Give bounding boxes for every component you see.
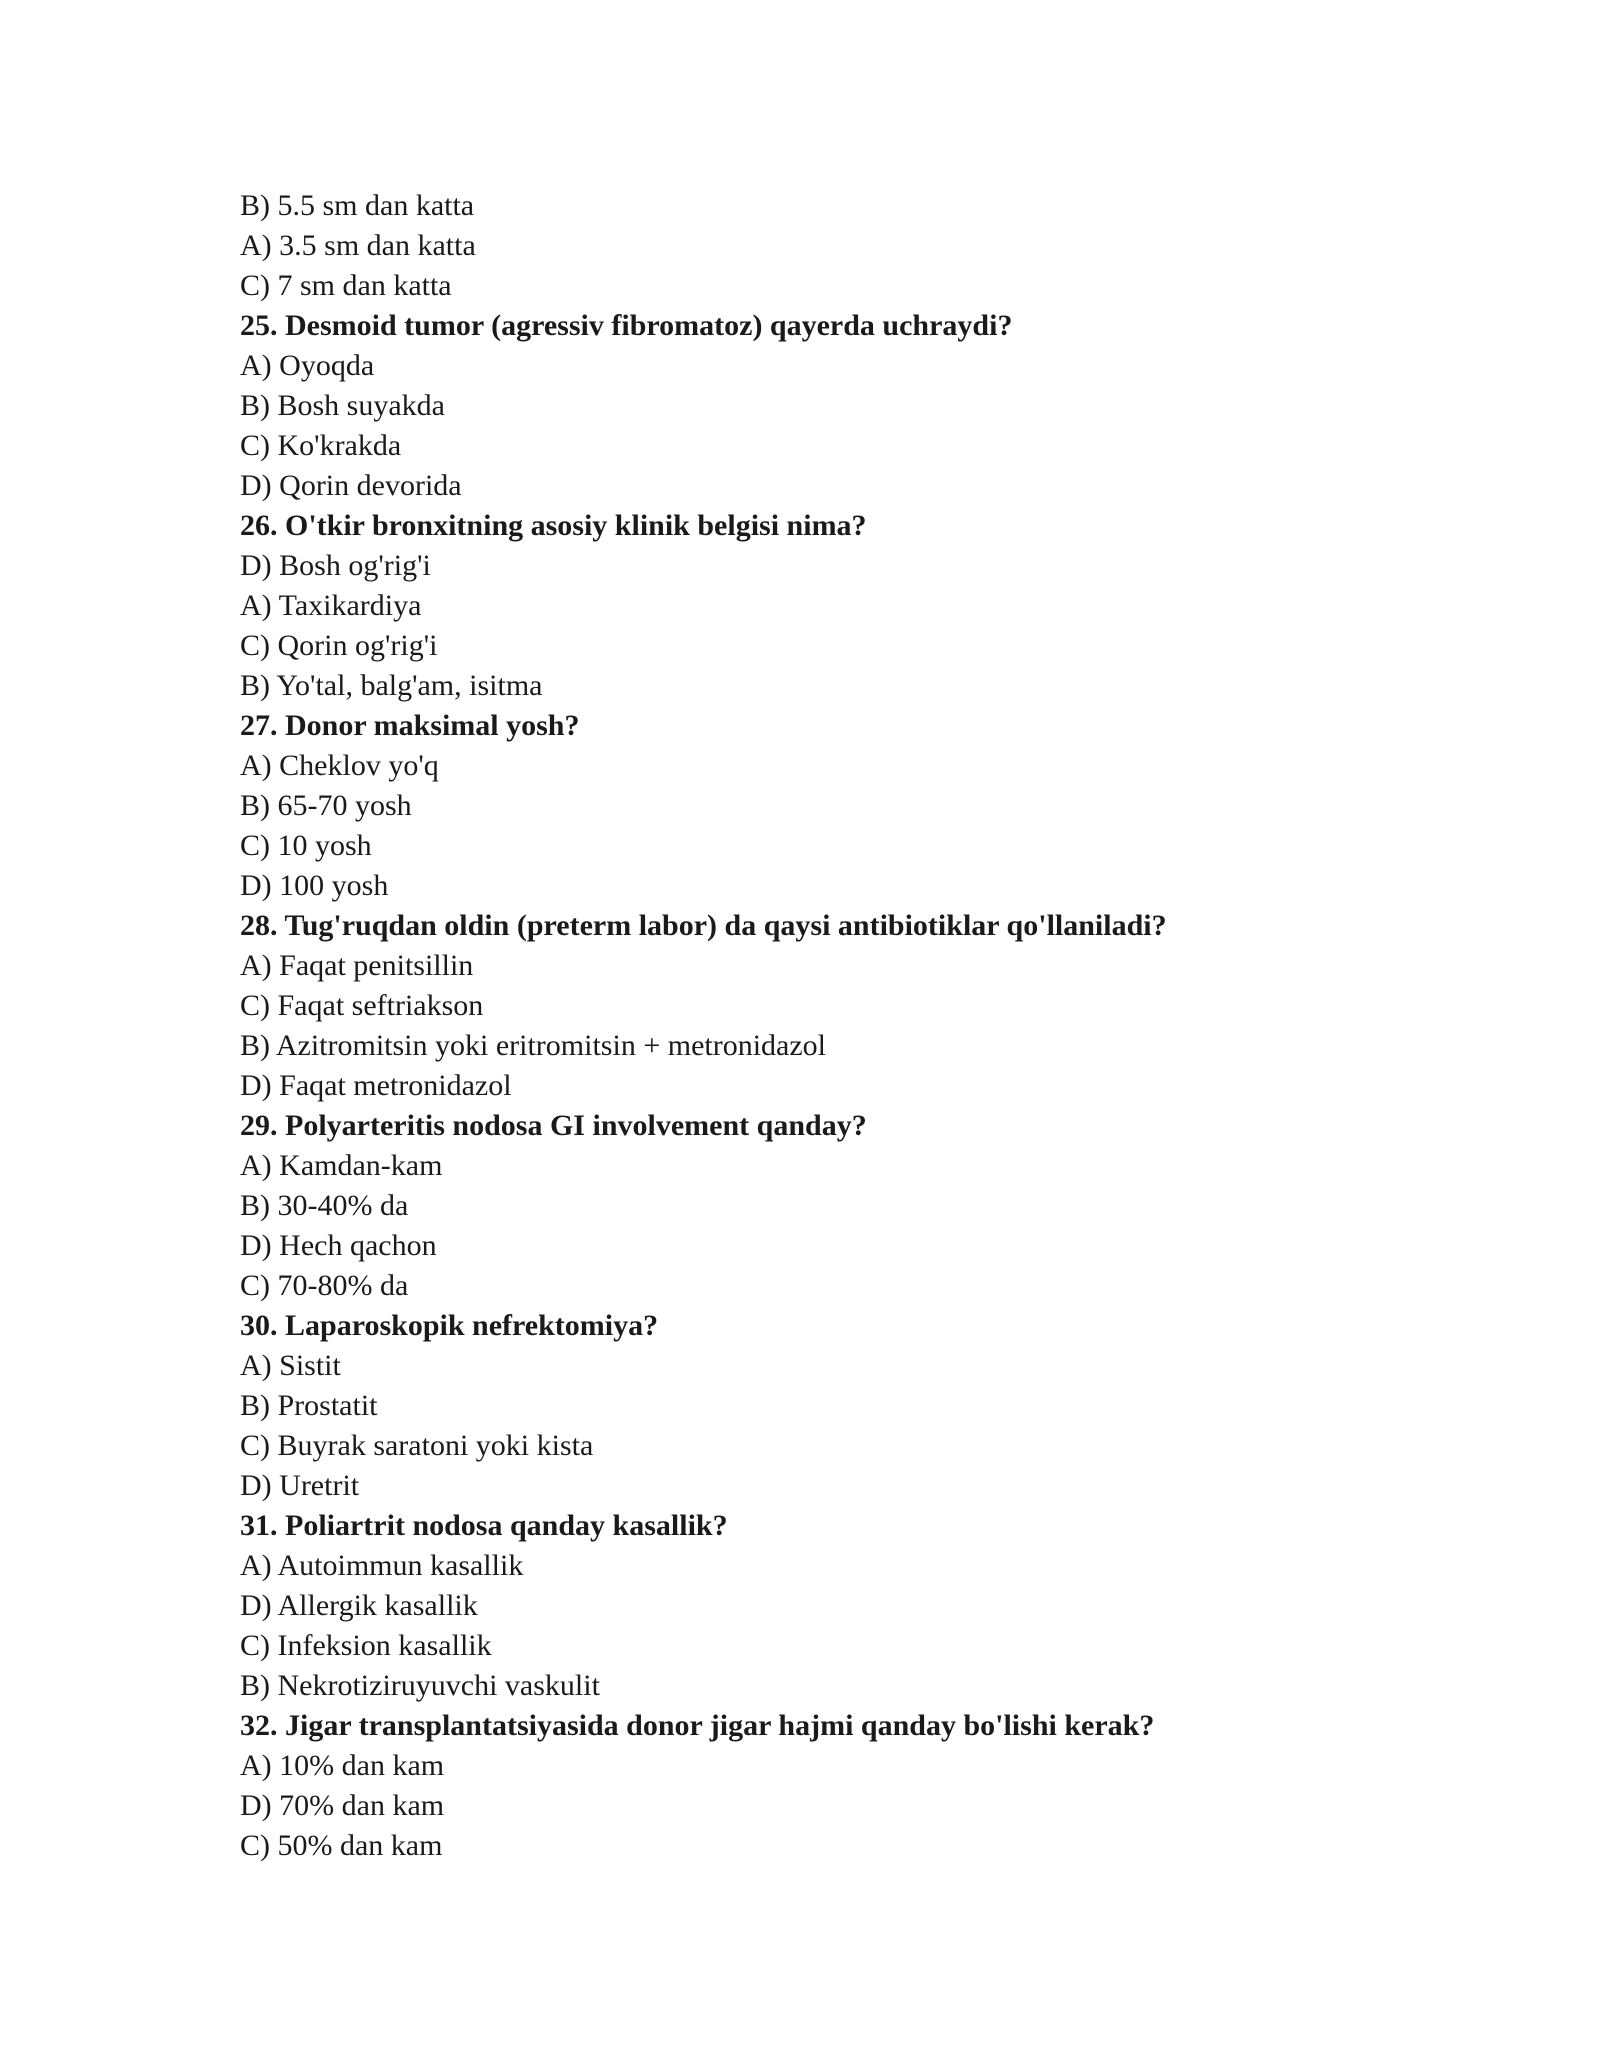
answer-option: A) Sistit	[240, 1349, 341, 1382]
answer-option: B) 65-70 yosh	[240, 789, 412, 822]
quiz-content	[240, 186, 1420, 1866]
answer-option: D) 70% dan kam	[240, 1789, 445, 1822]
answer-option: C) Ko'krakda	[240, 429, 402, 462]
answer-option: B) Prostatit	[240, 1389, 378, 1422]
answer-option: D) Allergik kasallik	[240, 1589, 478, 1622]
answer-option: B) 5.5 sm dan katta	[240, 189, 475, 222]
answer-option: A) Oyoqda	[240, 349, 375, 382]
answer-option: C) Infeksion kasallik	[240, 1629, 492, 1662]
question-heading: 30. Laparoskopik nefrektomiya?	[240, 1309, 659, 1342]
answer-option: D) Hech qachon	[240, 1229, 437, 1262]
answer-option: A) Taxikardiya	[240, 589, 422, 622]
answer-option: C) Buyrak saratoni yoki kista	[240, 1429, 594, 1462]
answer-option: A) 10% dan kam	[240, 1749, 445, 1782]
answer-option: B) Azitromitsin yoki eritromitsin + metronidazol	[240, 1029, 827, 1062]
answer-option: A) Cheklov yo'q	[240, 749, 439, 782]
answer-option: C) Qorin og'rig'i	[240, 629, 438, 662]
answer-option: B) Yo'tal, balg'am, isitma	[240, 669, 543, 702]
question-heading: 31. Poliartrit nodosa qanday kasallik?	[240, 1509, 728, 1542]
answer-option: D) 100 yosh	[240, 869, 389, 902]
question-heading: 32. Jigar transplantatsiyasida donor jigar hajmi qanday bo'lishi kerak?	[240, 1709, 1155, 1742]
answer-option: A) Autoimmun kasallik	[240, 1549, 524, 1582]
answer-option: D) Qorin devorida	[240, 469, 462, 502]
answer-option: B) Bosh suyakda	[240, 389, 445, 422]
answer-option: C) 70-80% da	[240, 1269, 409, 1302]
answer-option: D) Bosh og'rig'i	[240, 549, 431, 582]
answer-option: A) 3.5 sm dan katta	[240, 229, 476, 262]
question-heading: 26. O'tkir bronxitning asosiy klinik belgisi nima?	[240, 509, 867, 542]
answer-option: A) Faqat penitsillin	[240, 949, 474, 982]
answer-option: C) 50% dan kam	[240, 1829, 443, 1862]
answer-option: D) Faqat metronidazol	[240, 1069, 512, 1102]
answer-option: A) Kamdan-kam	[240, 1149, 443, 1182]
answer-option: D) Uretrit	[240, 1469, 360, 1502]
question-heading: 28. Tug'ruqdan oldin (preterm labor) da qaysi antibiotiklar qo'llaniladi?	[240, 909, 1167, 942]
answer-option: C) 10 yosh	[240, 829, 372, 862]
question-heading: 25. Desmoid tumor (agressiv fibromatoz) qayerda uchraydi?	[240, 309, 1013, 342]
answer-option: C) 7 sm dan katta	[240, 269, 452, 302]
question-heading: 27. Donor maksimal yosh?	[240, 709, 580, 742]
answer-option: B) Nekrotiziruyuvchi vaskulit	[240, 1669, 600, 1702]
answer-option: C) Faqat seftriakson	[240, 989, 484, 1022]
answer-option: B) 30-40% da	[240, 1189, 409, 1222]
question-heading: 29. Polyarteritis nodosa GI involvement qanday?	[240, 1109, 867, 1142]
